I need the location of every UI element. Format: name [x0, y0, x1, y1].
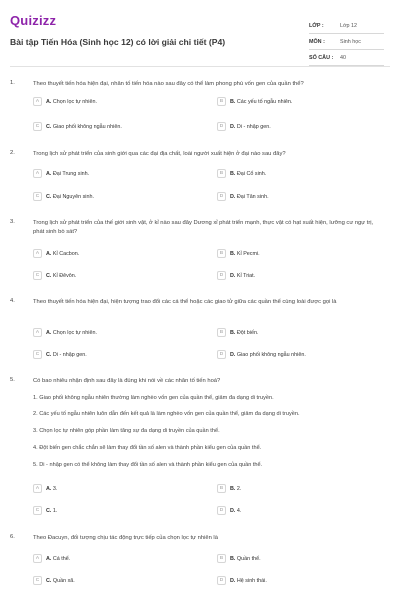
option-d[interactable] — [217, 350, 367, 359]
statement-1: 1. Giao phối không ngẫu nhiên thường làm nghèo vốn gen của quần thể, giảm đa dạng di truyền. — [33, 395, 274, 401]
info-row-count — [309, 50, 384, 66]
option-b[interactable] — [217, 328, 367, 337]
option-d[interactable] — [217, 506, 367, 515]
statement-5: 5. Di - nhập gen có thể không làm thay đổi tần số alen và thành phần kiểu gen của quần thể. — [33, 462, 263, 468]
info-panel — [309, 18, 384, 66]
option-a[interactable] — [33, 328, 183, 337]
option-letter-badge: A — [33, 554, 42, 563]
option-text: C. Di - nhập gen. — [46, 351, 87, 358]
option-letter-badge: A — [33, 249, 42, 258]
option-d[interactable] — [217, 576, 367, 585]
option-letter-badge: D — [217, 506, 226, 515]
worksheet-title: Bài tập Tiến Hóa (Sinh học 12) có lời giải chi tiết (P4) — [10, 37, 226, 47]
option-letter-badge: A — [33, 97, 42, 106]
option-b[interactable] — [217, 484, 367, 493]
option-text: D. Đại Tân sinh. — [230, 193, 269, 200]
option-letter-badge: B — [217, 554, 226, 563]
option-text: D. Giao phối không ngẫu nhiên. — [230, 351, 306, 358]
option-b[interactable] — [217, 249, 367, 258]
statement-4: 4. Đột biến gen chắc chắn sẽ làm thay đổi tần số alen và thành phần kiểu gen của quần thể. — [33, 445, 262, 451]
option-letter-badge: B — [217, 169, 226, 178]
header-divider — [10, 66, 390, 67]
info-value: Lớp 12 — [340, 22, 358, 29]
option-letter-badge: C — [33, 506, 42, 515]
option-letter-badge: C — [33, 271, 42, 280]
option-letter-badge: C — [33, 350, 42, 359]
question-text: Theo thuyết tiến hóa hiện đại, hiện tượng trao đổi các cá thể hoặc các giao tử giữa các quần thể cùng loài được gọi là — [33, 299, 337, 305]
option-letter-badge: B — [217, 328, 226, 337]
option-d[interactable] — [217, 192, 367, 201]
option-letter-badge: D — [217, 350, 226, 359]
option-c[interactable] — [33, 350, 183, 359]
option-a[interactable] — [33, 97, 183, 106]
info-key: MÔN : — [309, 38, 325, 45]
option-c[interactable] — [33, 576, 183, 585]
option-a[interactable] — [33, 249, 183, 258]
question-text: Trong lịch sử phát triển của sinh giới qua các đại địa chất, loài người xuất hiện ở đại nào sau đây? — [33, 151, 286, 157]
option-text: B. Đại Cổ sinh. — [230, 170, 267, 177]
option-b[interactable] — [217, 97, 367, 106]
option-text: B. Quần thể. — [230, 555, 261, 562]
question-number: 1. — [10, 80, 15, 86]
info-value: Sinh học — [340, 38, 361, 45]
option-text: A. Cá thể. — [46, 555, 71, 562]
option-c[interactable] — [33, 122, 183, 131]
option-c[interactable] — [33, 192, 183, 201]
info-row-subject — [309, 34, 384, 50]
option-letter-badge: D — [217, 271, 226, 280]
option-a[interactable] — [33, 554, 183, 563]
option-a[interactable] — [33, 484, 183, 493]
option-text: D. Hệ sinh thái. — [230, 577, 267, 584]
option-letter-badge: A — [33, 169, 42, 178]
option-c[interactable] — [33, 271, 183, 280]
option-letter-badge: B — [217, 249, 226, 258]
option-a[interactable] — [33, 169, 183, 178]
option-text: B. 2. — [230, 485, 242, 492]
option-text: A. 3. — [46, 485, 58, 492]
option-letter-badge: C — [33, 192, 42, 201]
option-letter-badge: B — [217, 484, 226, 493]
option-text: D. 4. — [230, 507, 242, 514]
option-d[interactable] — [217, 271, 367, 280]
question-number: 3. — [10, 219, 15, 225]
option-b[interactable] — [217, 169, 367, 178]
question-text: Có bao nhiêu nhận định sau đây là đúng khi nói về các nhân tố tiến hoá? — [33, 378, 221, 384]
question-number: 6. — [10, 534, 15, 540]
question-text: Theo thuyết tiến hóa hiện đại, nhân tố tiến hóa nào sau đây có thể làm phong phú vốn gen của quần thể? — [33, 81, 304, 87]
option-letter-badge: B — [217, 97, 226, 106]
option-letter-badge: D — [217, 576, 226, 585]
option-text: D. Di - nhập gen. — [230, 123, 271, 130]
question-number: 2. — [10, 150, 15, 156]
question-number: 4. — [10, 298, 15, 304]
quizizz-logo[interactable]: Quizizz — [10, 13, 57, 28]
question-text: Theo Đacuyn, đối tượng chịu tác động trực tiếp của chọn lọc tự nhiên là — [33, 535, 218, 541]
option-text: B. Kỉ Pecmi. — [230, 250, 260, 257]
option-text: C. 1. — [46, 507, 58, 514]
option-text: A. Đại Trung sinh. — [46, 170, 90, 177]
option-text: D. Kỉ Triat. — [230, 272, 256, 279]
option-text: B. Đột biến. — [230, 329, 259, 336]
option-c[interactable] — [33, 506, 183, 515]
option-letter-badge: D — [217, 122, 226, 131]
option-text: A. Chọn lọc tự nhiên. — [46, 98, 97, 105]
info-key: LỚP : — [309, 22, 324, 29]
option-text: C. Quần xã. — [46, 577, 75, 584]
statement-2: 2. Các yếu tố ngẫu nhiên luôn dẫn đến kết quả là làm nghèo vốn gen của quần thể, giảm đa dạng di truyền. — [33, 411, 300, 417]
info-key: SỐ CÂU : — [309, 54, 334, 61]
question-number: 5. — [10, 377, 15, 383]
option-text: A. Chọn lọc tự nhiên. — [46, 329, 97, 336]
option-text: A. Kỉ Cacbon. — [46, 250, 80, 257]
option-letter-badge: C — [33, 576, 42, 585]
option-text: C. Kỉ Đêvôn. — [46, 272, 77, 279]
question-text: Trong lịch sử phát triển của thế giới sinh vật, ở kỉ nào sau đây Dương xỉ phát triển mạnh, thực vật có hạt xuất hiện, lưỡng cư ngự trị, phát sinh bò sát? — [33, 220, 374, 235]
statement-3: 3. Chọn lọc tự nhiên góp phần làm tăng sự đa dạng di truyền của quần thể. — [33, 428, 220, 434]
info-value: 40 — [340, 54, 346, 61]
option-text: B. Các yếu tố ngẫu nhiên. — [230, 98, 293, 105]
option-b[interactable] — [217, 554, 367, 563]
option-letter-badge: C — [33, 122, 42, 131]
option-letter-badge: A — [33, 484, 42, 493]
option-letter-badge: D — [217, 192, 226, 201]
option-text: C. Đại Nguyên sinh. — [46, 193, 94, 200]
info-row-class — [309, 18, 384, 34]
option-d[interactable] — [217, 122, 367, 131]
worksheet-header — [10, 10, 390, 60]
option-letter-badge: A — [33, 328, 42, 337]
option-text: C. Giao phối không ngẫu nhiên. — [46, 123, 122, 130]
